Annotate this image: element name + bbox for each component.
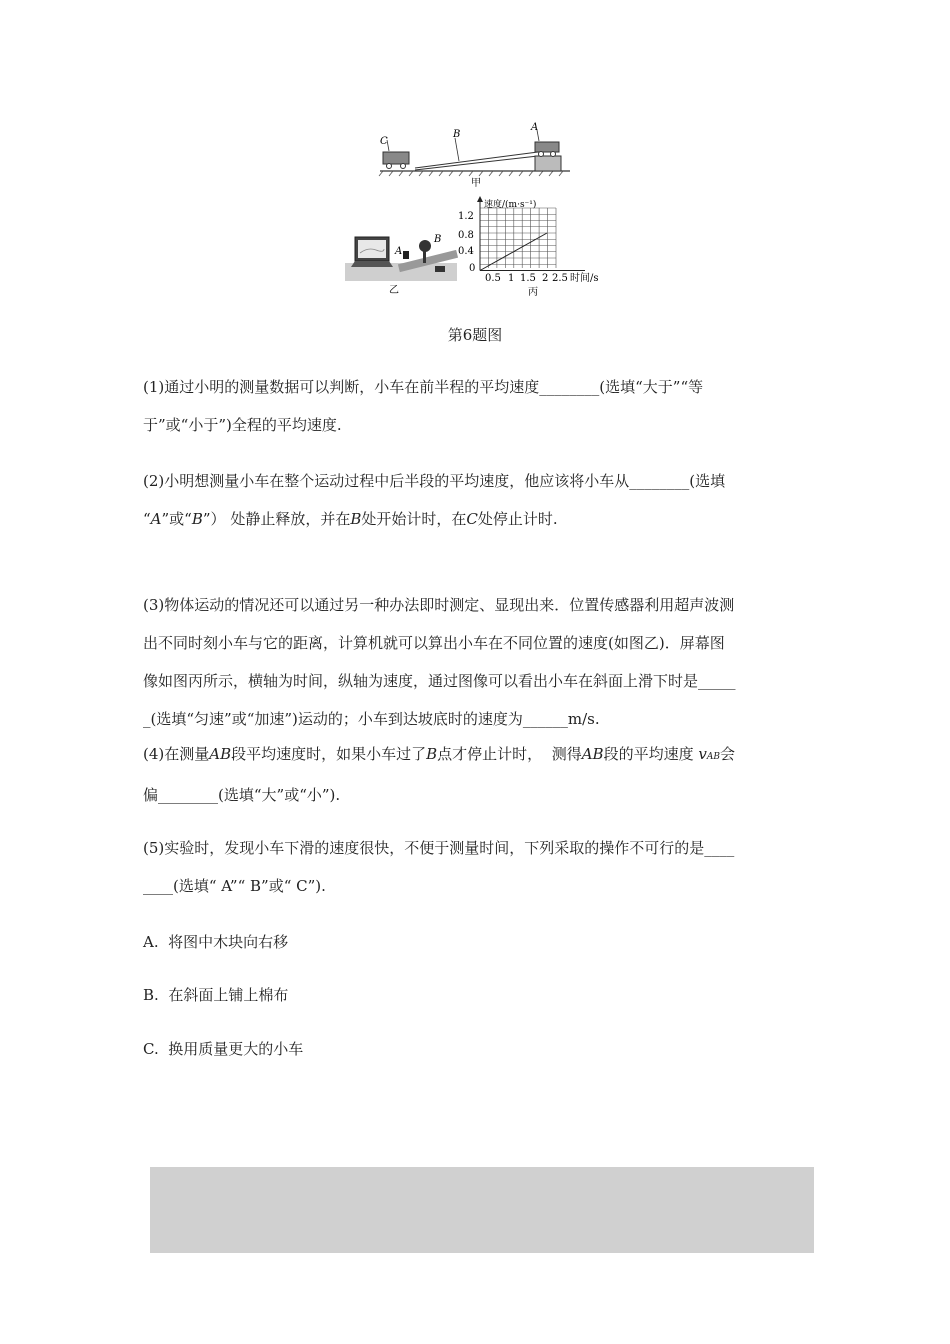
q3-line-3: 像如图丙所示，横轴为时间，纵轴为速度，通过图像可以看出小车在斜面上滑下时是_____ [143, 672, 736, 690]
y-tick-0-8: 0.8 [458, 230, 474, 241]
y-tick-0-4: 0.4 [458, 246, 474, 257]
x-tick-2-5: 2.5 [552, 273, 568, 284]
x-tick-2: 2 [542, 273, 549, 284]
option-c-text: C. 换用质量更大的小车 [143, 1040, 304, 1058]
label-a: A [531, 122, 539, 133]
label-b-yi: B [434, 234, 442, 245]
q4-text: 会 [719, 745, 735, 763]
label-c: C [380, 136, 388, 147]
label-a-yi: A [395, 246, 403, 257]
q4-var-v: v [698, 745, 707, 763]
caption-yi: 乙 [389, 285, 399, 296]
q1-line-2: 于”或“小于”)全程的平均速度. [143, 416, 342, 434]
option-a-text: A. 将图中木块向右移 [143, 933, 289, 951]
q2-line-1: (2)小明想测量小车在整个运动过程中后半段的平均速度，他应该将小车从________(选填 [143, 472, 726, 490]
q3-line-1: (3)物体运动的情况还可以通过另一种办法即时测定、显现出来．位置传感器利用超声波测 [143, 596, 735, 614]
gray-footer-box [150, 1167, 814, 1253]
option-b-text: B. 在斜面上铺上棉布 [143, 986, 289, 1004]
question-3 [143, 586, 808, 738]
q3-line-4: _(选填“匀速”或“加速”)运动的；小车到达坡底时的速度为______m/s. [143, 710, 600, 728]
q2-text: ”） 处静止释放，并在 [202, 510, 351, 528]
q3-line-2: 出不同时刻小车与它的距离，计算机就可以算出小车在不同位置的速度(如图乙)．屏幕图 [143, 634, 725, 652]
figure-laptop-sensor [343, 225, 463, 297]
y-axis-label: 速度/(m·s⁻¹) [484, 200, 537, 210]
caption-jia: 甲 [471, 178, 481, 189]
q4-var-ab: AB [209, 745, 232, 763]
q2-text: 处开始计时，在 [361, 510, 467, 528]
question-2 [143, 462, 808, 538]
q4-var-ab2: AB [581, 745, 604, 763]
option-b [143, 976, 808, 1014]
x-tick-1-5: 1.5 [520, 273, 536, 284]
question-1 [143, 368, 808, 444]
question-4 [143, 735, 808, 814]
q5-line-2: ____(选填“ A”“ B”或“ C”). [143, 877, 326, 895]
q2-var-b: B [191, 510, 203, 528]
q2-text: ”或“ [161, 510, 192, 528]
option-a [143, 923, 808, 961]
q2-var-c: C [466, 510, 478, 528]
x-tick-1: 1 [508, 273, 515, 284]
q4-line-2: 偏________(选填“大”或“小”). [143, 786, 341, 804]
q5-line-1: (5)实验时，发现小车下滑的速度很快，不便于测量时间，下列采取的操作不可行的是____ [143, 839, 735, 857]
q4-text: 段的平均速度 [603, 745, 699, 763]
q4-text: 段平均速度时，如果小车过了 [231, 745, 427, 763]
y-tick-0: 0 [469, 263, 476, 274]
x-tick-0-5: 0.5 [485, 273, 501, 284]
q1-line-1: (1)通过小明的测量数据可以判断，小车在前半程的平均速度________(选填“大于”“等 [143, 378, 704, 396]
y-tick-1-2: 1.2 [458, 211, 474, 222]
q4-var-b: B [426, 745, 438, 763]
label-b: B [453, 129, 461, 140]
caption-bing: 丙 [528, 287, 538, 298]
q2-var-b2: B [350, 510, 362, 528]
figure-title: 第6题图 [447, 326, 503, 344]
q4-var-v-sub: AB [706, 752, 720, 762]
option-c [143, 1030, 808, 1068]
figure-incline [375, 118, 575, 190]
question-5 [143, 829, 808, 905]
figure-velocity-graph [455, 196, 615, 298]
q2-text: “ [143, 510, 151, 528]
q2-text: 处停止计时. [477, 510, 558, 528]
x-axis-label: 时间/s [570, 273, 599, 284]
q4-text: (4)在测量 [143, 745, 210, 763]
q4-text: 点才停止计时， 测得 [437, 745, 582, 763]
q2-var-a: A [150, 510, 162, 528]
